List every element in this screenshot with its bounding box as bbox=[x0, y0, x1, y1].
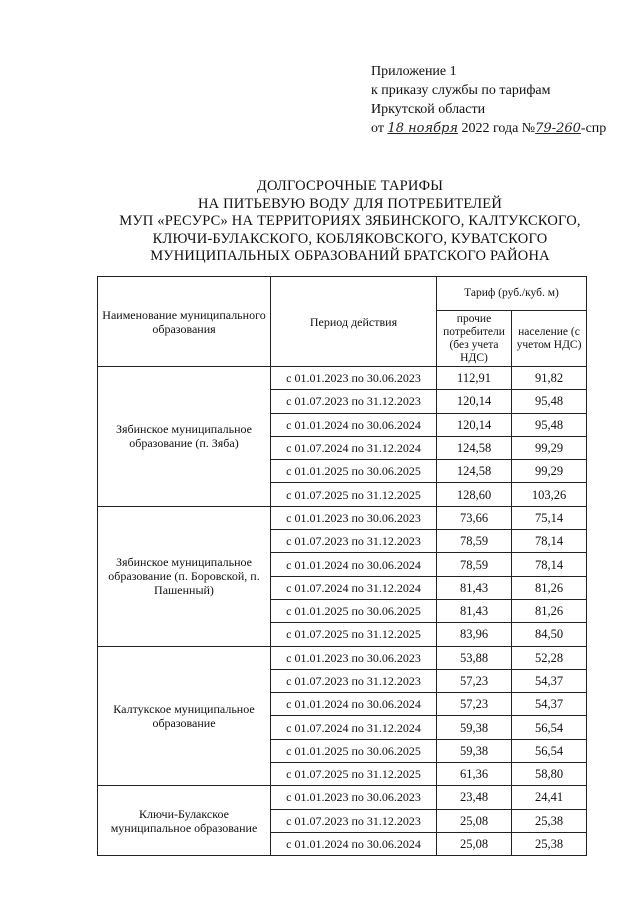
other-tariff-cell: 78,59 bbox=[437, 530, 512, 553]
population-tariff-cell: 81,26 bbox=[512, 576, 587, 599]
period-cell: с 01.01.2024 по 30.06.2024 bbox=[271, 693, 437, 716]
appendix-line-1: Приложение 1 bbox=[371, 64, 457, 79]
appendix-line-3: Иркутской области bbox=[371, 102, 486, 117]
period-cell: с 01.01.2024 по 30.06.2024 bbox=[271, 832, 437, 855]
table-row bbox=[98, 367, 587, 390]
other-tariff-cell: 59,38 bbox=[437, 739, 512, 762]
handwritten-number: 79-260 bbox=[535, 121, 581, 136]
population-tariff-cell: 103,26 bbox=[512, 483, 587, 506]
municipality-name: Ключи-Булакское муниципальное образование bbox=[98, 786, 271, 856]
period-cell: с 01.07.2024 по 31.12.2024 bbox=[271, 716, 437, 739]
header-population: население (с учетом НДС) bbox=[512, 311, 587, 367]
table-row bbox=[98, 646, 587, 669]
other-tariff-cell: 73,66 bbox=[437, 506, 512, 529]
population-tariff-cell: 81,26 bbox=[512, 599, 587, 622]
period-cell: с 01.01.2023 по 30.06.2023 bbox=[271, 367, 437, 390]
other-tariff-cell: 112,91 bbox=[437, 367, 512, 390]
population-tariff-cell: 25,38 bbox=[512, 809, 587, 832]
other-tariff-cell: 124,58 bbox=[437, 436, 512, 459]
population-tariff-cell: 54,37 bbox=[512, 693, 587, 716]
header-tariff: Тариф (руб./куб. м) bbox=[437, 277, 587, 311]
other-tariff-cell: 120,14 bbox=[437, 413, 512, 436]
population-tariff-cell: 99,29 bbox=[512, 436, 587, 459]
other-tariff-cell: 128,60 bbox=[437, 483, 512, 506]
appendix-prefix: от bbox=[371, 121, 384, 136]
appendix-block bbox=[371, 62, 606, 138]
period-cell: с 01.01.2024 по 30.06.2024 bbox=[271, 413, 437, 436]
period-cell: с 01.07.2024 по 31.12.2024 bbox=[271, 576, 437, 599]
header-period: Период действия bbox=[271, 277, 437, 367]
population-tariff-cell: 52,28 bbox=[512, 646, 587, 669]
population-tariff-cell: 95,48 bbox=[512, 413, 587, 436]
other-tariff-cell: 83,96 bbox=[437, 623, 512, 646]
population-tariff-cell: 56,54 bbox=[512, 716, 587, 739]
header-municipality: Наименование муниципального образования bbox=[98, 277, 271, 367]
title-line-3: МУП «РЕСУРС» НА ТЕРРИТОРИЯХ ЗЯБИНСКОГО, КАЛТУКСКОГО, bbox=[119, 213, 581, 229]
period-cell: с 01.07.2023 по 31.12.2023 bbox=[271, 530, 437, 553]
period-cell: с 01.01.2025 по 30.06.2025 bbox=[271, 739, 437, 762]
document-title bbox=[80, 178, 620, 266]
population-tariff-cell: 78,14 bbox=[512, 553, 587, 576]
tariff-table bbox=[97, 276, 587, 856]
population-tariff-cell: 24,41 bbox=[512, 786, 587, 809]
period-cell: с 01.07.2023 по 31.12.2023 bbox=[271, 390, 437, 413]
other-tariff-cell: 120,14 bbox=[437, 390, 512, 413]
population-tariff-cell: 99,29 bbox=[512, 460, 587, 483]
population-tariff-cell: 75,14 bbox=[512, 506, 587, 529]
appendix-suffix: -спр bbox=[580, 121, 607, 136]
period-cell: с 01.07.2023 по 31.12.2023 bbox=[271, 809, 437, 832]
population-tariff-cell: 95,48 bbox=[512, 390, 587, 413]
population-tariff-cell: 78,14 bbox=[512, 530, 587, 553]
population-tariff-cell: 25,38 bbox=[512, 832, 587, 855]
period-cell: с 01.01.2023 по 30.06.2023 bbox=[271, 646, 437, 669]
handwritten-date: 18 ноября bbox=[387, 121, 458, 136]
other-tariff-cell: 25,08 bbox=[437, 809, 512, 832]
other-tariff-cell: 124,58 bbox=[437, 460, 512, 483]
period-cell: с 01.01.2023 по 30.06.2023 bbox=[271, 506, 437, 529]
other-tariff-cell: 61,36 bbox=[437, 763, 512, 786]
population-tariff-cell: 84,50 bbox=[512, 623, 587, 646]
title-line-2: НА ПИТЬЕВУЮ ВОДУ ДЛЯ ПОТРЕБИТЕЛЕЙ bbox=[197, 195, 503, 212]
population-tariff-cell: 56,54 bbox=[512, 739, 587, 762]
population-tariff-cell: 54,37 bbox=[512, 669, 587, 692]
header-other-consumers: прочие потребители (без учета НДС) bbox=[437, 311, 512, 367]
appendix-year: 2022 года № bbox=[461, 121, 536, 136]
other-tariff-cell: 25,08 bbox=[437, 832, 512, 855]
appendix-line-4 bbox=[371, 119, 606, 138]
period-cell: с 01.01.2025 по 30.06.2025 bbox=[271, 460, 437, 483]
period-cell: с 01.07.2025 по 31.12.2025 bbox=[271, 763, 437, 786]
tariff-body bbox=[98, 367, 587, 856]
municipality-name: Зябинское муниципальное образование (п. Боровской, п. Пашенный) bbox=[98, 506, 271, 646]
other-tariff-cell: 81,43 bbox=[437, 576, 512, 599]
period-cell: с 01.07.2025 по 31.12.2025 bbox=[271, 623, 437, 646]
title-line-5: МУНИЦИПАЛЬНЫХ ОБРАЗОВАНИЙ БРАТСКОГО РАЙОНА bbox=[150, 248, 550, 264]
other-tariff-cell: 57,23 bbox=[437, 669, 512, 692]
title-line-4: КЛЮЧИ-БУЛАКСКОГО, КОБЛЯКОВСКОГО, КУВАТСКОГО bbox=[152, 230, 548, 247]
period-cell: с 01.07.2024 по 31.12.2024 bbox=[271, 436, 437, 459]
population-tariff-cell: 58,80 bbox=[512, 763, 587, 786]
municipality-name: Калтукское муниципальное образование bbox=[98, 646, 271, 786]
other-tariff-cell: 53,88 bbox=[437, 646, 512, 669]
table-row bbox=[98, 786, 587, 809]
period-cell: с 01.07.2023 по 31.12.2023 bbox=[271, 669, 437, 692]
table-row bbox=[98, 506, 587, 529]
other-tariff-cell: 57,23 bbox=[437, 693, 512, 716]
other-tariff-cell: 59,38 bbox=[437, 716, 512, 739]
other-tariff-cell: 81,43 bbox=[437, 599, 512, 622]
other-tariff-cell: 78,59 bbox=[437, 553, 512, 576]
period-cell: с 01.07.2025 по 31.12.2025 bbox=[271, 483, 437, 506]
period-cell: с 01.01.2024 по 30.06.2024 bbox=[271, 553, 437, 576]
other-tariff-cell: 23,48 bbox=[437, 786, 512, 809]
municipality-name: Зябинское муниципальное образование (п. Зяба) bbox=[98, 367, 271, 507]
appendix-line-2: к приказу службы по тарифам bbox=[371, 83, 551, 98]
period-cell: с 01.01.2025 по 30.06.2025 bbox=[271, 599, 437, 622]
title-line-1: ДОЛГОСРОЧНЫЕ ТАРИФЫ bbox=[256, 178, 444, 194]
period-cell: с 01.01.2023 по 30.06.2023 bbox=[271, 786, 437, 809]
population-tariff-cell: 91,82 bbox=[512, 367, 587, 390]
